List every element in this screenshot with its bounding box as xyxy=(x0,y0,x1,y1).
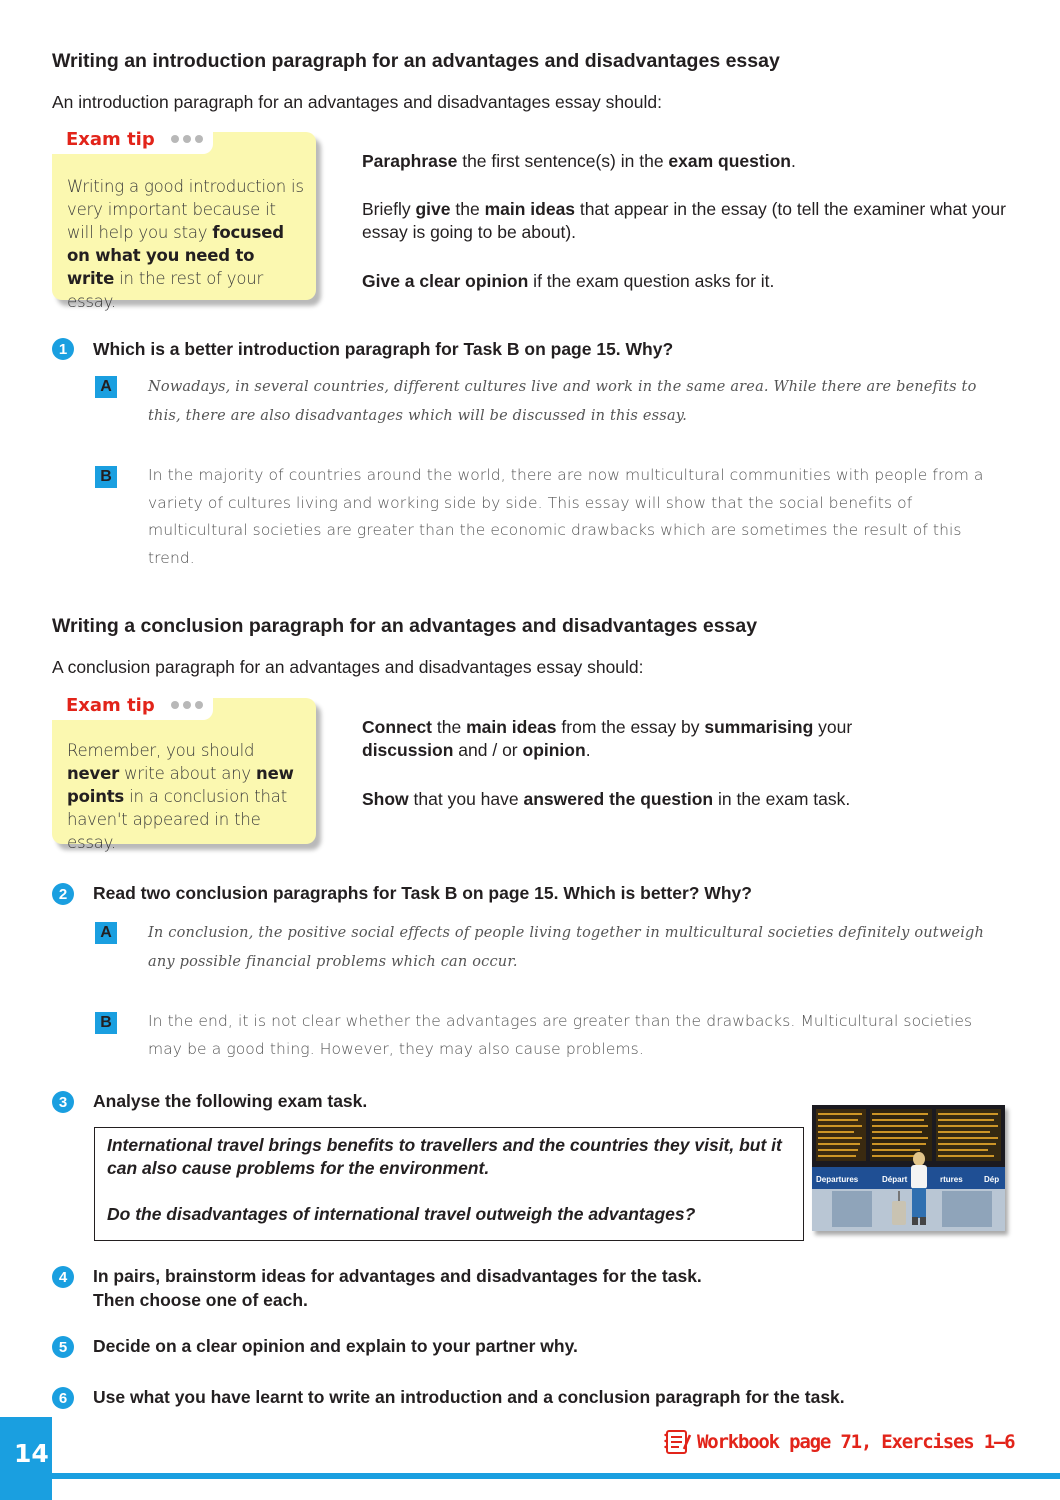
intro-point-2: Briefly give the main ideas that appear in the essay (to tell the examiner what your essay is going to be about). xyxy=(362,199,1006,242)
intro-point-1: Paraphrase the first sentence(s) in the exam question. xyxy=(362,151,796,171)
conclusion-lead: A conclusion paragraph for an advantages and disadvantages essay should: xyxy=(52,657,644,677)
question-3-text: Analyse the following exam task. xyxy=(93,1091,368,1111)
workbook-icon xyxy=(664,1429,692,1455)
question-1-text: Which is a better introduction paragraph for Task B on page 15. Why? xyxy=(93,339,674,359)
conclusion-point-1: Connect the main ideas from the essay by summarising your discussion and / or opinion. xyxy=(362,717,853,760)
workbook-reference[interactable] xyxy=(664,1429,1014,1455)
question-number-1: 1 xyxy=(52,338,74,360)
intro-exam-tip xyxy=(52,128,316,311)
question-number-3: 3 xyxy=(52,1091,74,1113)
page-number: 14 xyxy=(14,1439,49,1468)
sign-text-4: Dép xyxy=(984,1175,1000,1184)
exam-tip-title: Exam tip xyxy=(66,694,155,716)
sign-text-2: Départ xyxy=(882,1175,908,1184)
exam-tip-text: Remember, you should never write about any new points in a conclusion that haven't appeared in the essay. xyxy=(67,741,294,852)
page-number-tab xyxy=(0,1417,52,1500)
departures-board-image xyxy=(812,1105,1005,1231)
sign-text-1: Departures xyxy=(816,1175,859,1184)
exam-task-box xyxy=(94,1127,804,1241)
conclusion-heading: Writing a conclusion paragraph for an advantages and disadvantages essay xyxy=(52,615,758,637)
footer-rule xyxy=(0,1473,1060,1479)
intro-point-3: Give a clear opinion if the exam question asks for it. xyxy=(362,271,775,291)
conclusion-exam-tip xyxy=(52,694,316,852)
question-5-text: Decide on a clear opinion and explain to your partner why. xyxy=(93,1336,578,1356)
dots-icon xyxy=(171,701,203,709)
option-a-label: A xyxy=(95,376,117,398)
q1-option-b-text: In the majority of countries around the world, there are now multicultural communities with people from a variety of cultures living and working side by side. This essay will show that the social benefits of multicultural societies are greater than the economic drawbacks which are sometimes the result of this trend. xyxy=(148,466,984,567)
option-b-label: B xyxy=(95,1012,117,1034)
question-number-2: 2 xyxy=(52,883,74,905)
question-number-4: 4 xyxy=(52,1266,74,1288)
exam-task-question: Do the disadvantages of international travel outweigh the advantages? xyxy=(107,1204,696,1224)
question-number-6: 6 xyxy=(52,1387,74,1409)
q2-option-a-text: In conclusion, the positive social effects of people living together in multicultural societies definitely outweigh any possible financial problems which can occur. xyxy=(148,925,985,970)
question-2-text: Read two conclusion paragraphs for Task B on page 15. Which is better? Why? xyxy=(93,883,752,903)
question-6-text: Use what you have learnt to write an introduction and a conclusion paragraph for the task. xyxy=(93,1387,845,1407)
workbook-reference-text: Workbook page 71, Exercises 1–6 xyxy=(697,1431,1015,1453)
exam-tip-text: Writing a good introduction is very important because it will help you stay focused on what you need to write in the rest of your essay. xyxy=(67,177,304,311)
question-number-5: 5 xyxy=(52,1336,74,1358)
exam-tip-header xyxy=(52,124,213,154)
intro-heading: Writing an introduction paragraph for an advantages and disadvantages essay xyxy=(52,50,780,72)
exam-tip-title: Exam tip xyxy=(66,128,155,150)
exam-tip-header xyxy=(52,690,213,720)
intro-lead: An introduction paragraph for an advantages and disadvantages essay should: xyxy=(52,92,663,112)
airport-departures-photo xyxy=(812,1105,1005,1231)
question-4-text: In pairs, brainstorm ideas for advantages and disadvantages for the task. Then choose one of each. xyxy=(93,1266,702,1310)
option-a-label: A xyxy=(95,922,117,944)
conclusion-point-2: Show that you have answered the question in the exam task. xyxy=(362,789,851,809)
exam-task-statement: International travel brings benefits to travellers and the countries they visit, but it can also cause problems for the environment. xyxy=(107,1135,782,1178)
q2-option-b-text: In the end, it is not clear whether the advantages are greater than the drawbacks. Multicultural societies may be a good thing. However, they may also cause problems. xyxy=(148,1012,973,1058)
sign-text-3: rtures xyxy=(940,1175,963,1184)
q1-option-a-text: Nowadays, in several countries, different cultures live and work in the same area. While there are benefits to this, there are also disadvantages which will be discussed in this essay. xyxy=(148,379,977,424)
option-b-label: B xyxy=(95,466,117,488)
dots-icon xyxy=(171,135,203,143)
